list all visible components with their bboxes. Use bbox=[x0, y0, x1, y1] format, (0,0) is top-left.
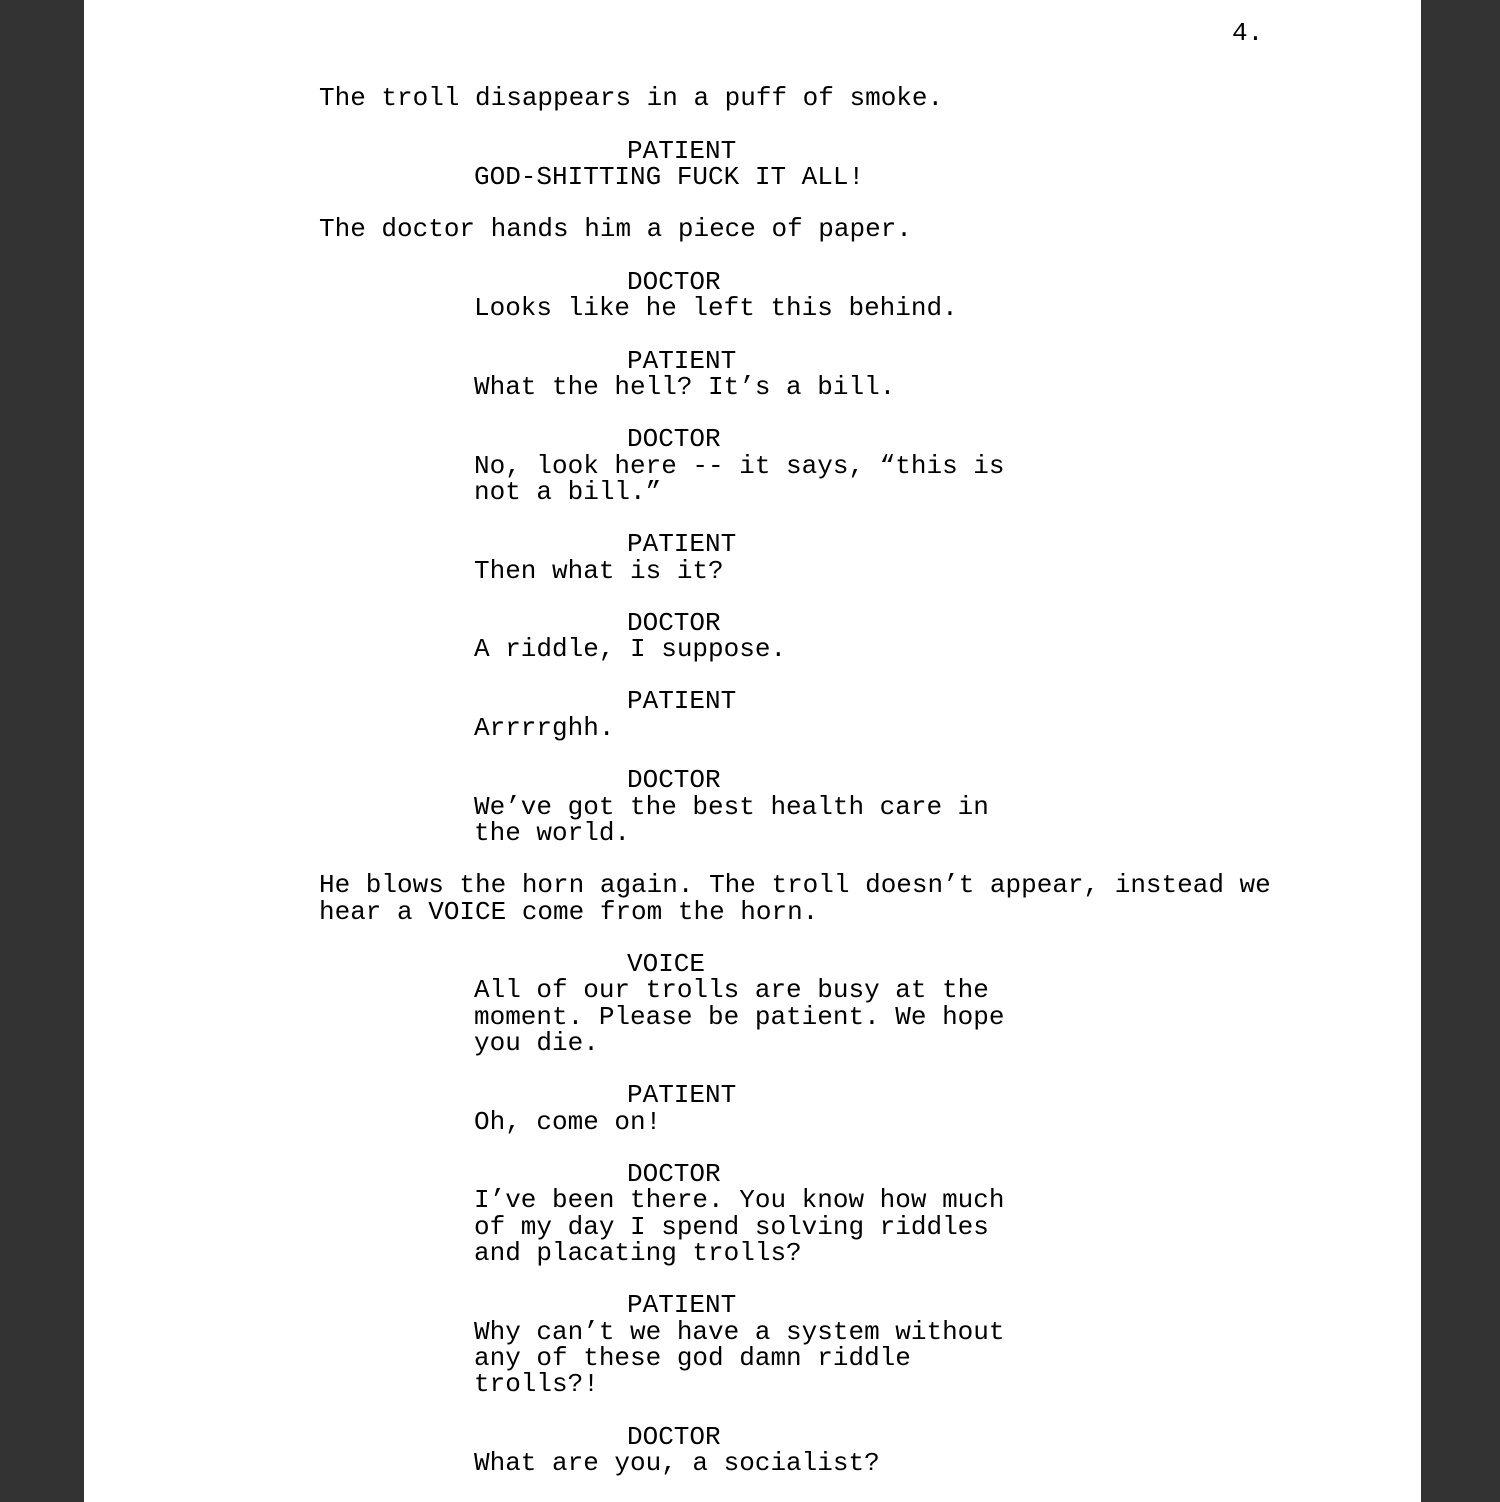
character-cue: DOCTOR bbox=[627, 608, 721, 638]
action-line: The doctor hands him a piece of paper. bbox=[319, 214, 912, 244]
dialogue-line: of my day I spend solving riddles bbox=[474, 1212, 989, 1242]
character-cue: DOCTOR bbox=[627, 1422, 721, 1452]
action-line: The troll disappears in a puff of smoke. bbox=[319, 83, 944, 113]
dialogue-line: the world. bbox=[474, 818, 631, 848]
dialogue-line: GOD-SHITTING FUCK IT ALL! bbox=[474, 162, 865, 192]
dialogue-line: Looks like he left this behind. bbox=[474, 293, 958, 323]
character-cue: PATIENT bbox=[627, 1290, 737, 1320]
dialogue-line: No, look here -- it says, “this is bbox=[474, 451, 1005, 481]
dialogue-line: What are you, a socialist? bbox=[474, 1448, 880, 1478]
dialogue-line: trolls?! bbox=[474, 1369, 599, 1399]
dialogue-line: A riddle, I suppose. bbox=[474, 634, 787, 664]
dialogue-line: Oh, come on! bbox=[474, 1107, 662, 1137]
dialogue-line: you die. bbox=[474, 1028, 599, 1058]
character-cue: DOCTOR bbox=[627, 765, 721, 795]
dialogue-line: Why can’t we have a system without bbox=[474, 1317, 1005, 1347]
script-page bbox=[84, 0, 1421, 1502]
page-number: 4. bbox=[1232, 18, 1264, 48]
dialogue-line: I’ve been there. You know how much bbox=[474, 1185, 1005, 1215]
dialogue-line: moment. Please be patient. We hope bbox=[474, 1002, 1005, 1032]
dialogue-line: and placating trolls? bbox=[474, 1238, 802, 1268]
action-line: hear a VOICE come from the horn. bbox=[319, 897, 819, 927]
character-cue: PATIENT bbox=[627, 1080, 737, 1110]
dialogue-line: All of our trolls are busy at the bbox=[474, 975, 989, 1005]
action-line: He blows the horn again. The troll doesn’t appear, instead we bbox=[319, 870, 1271, 900]
character-cue: DOCTOR bbox=[627, 1159, 721, 1189]
dialogue-line: Arrrrghh. bbox=[474, 713, 615, 743]
dialogue-line: We’ve got the best health care in bbox=[474, 792, 989, 822]
character-cue: PATIENT bbox=[627, 529, 737, 559]
dialogue-line: any of these god damn riddle bbox=[474, 1343, 911, 1373]
character-cue: PATIENT bbox=[627, 686, 737, 716]
character-cue: PATIENT bbox=[627, 346, 737, 376]
character-cue: PATIENT bbox=[627, 136, 737, 166]
dialogue-line: not a bill.” bbox=[474, 477, 662, 507]
character-cue: DOCTOR bbox=[627, 267, 721, 297]
dialogue-line: What the hell? It’s a bill. bbox=[474, 372, 896, 402]
character-cue: VOICE bbox=[627, 949, 706, 979]
dialogue-line: Then what is it? bbox=[474, 556, 724, 586]
character-cue: DOCTOR bbox=[627, 424, 721, 454]
